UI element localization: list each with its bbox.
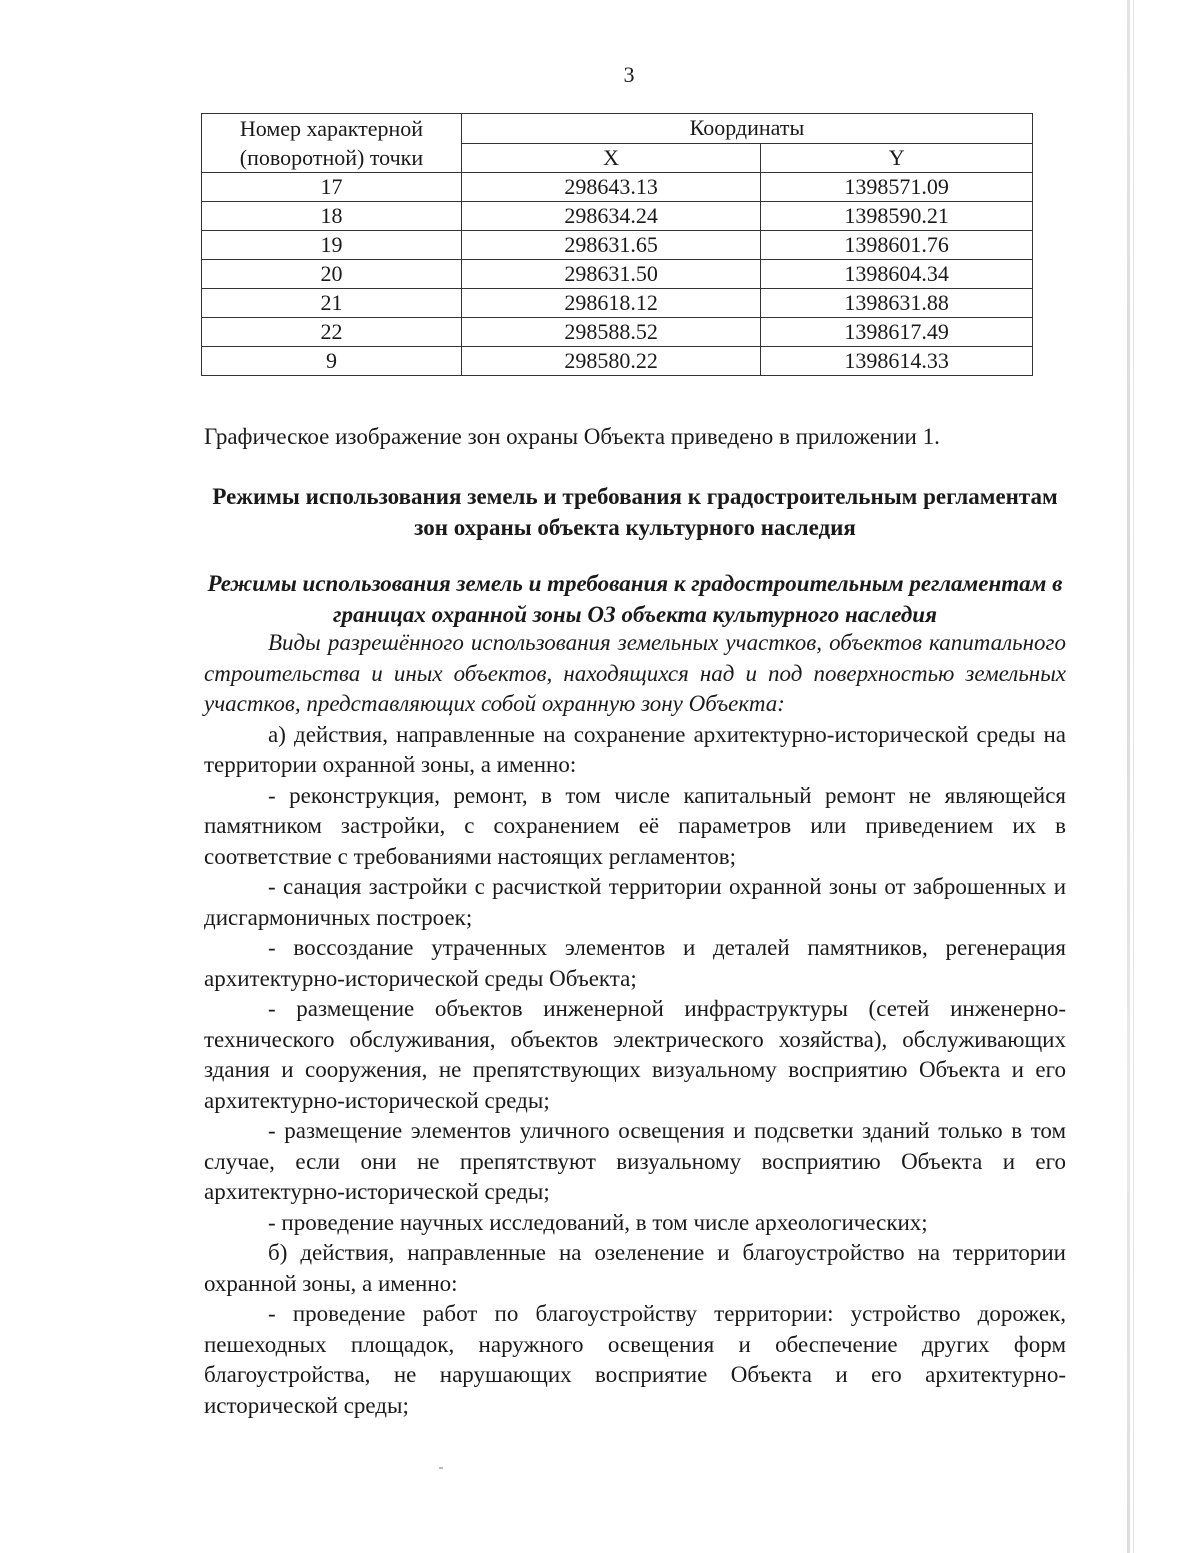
header-point-number: Номер характерной (поворотной) точки bbox=[202, 114, 462, 173]
scan-speck bbox=[439, 1467, 443, 1469]
table-row bbox=[202, 202, 1033, 231]
paragraph: - реконструкция, ремонт, в том числе капитальный ремонт не являющейся памятником застройки, с сохранением её параметров или приведением их в соответствие с требованиями настоящих регламентов; bbox=[204, 782, 1066, 869]
y-coordinate-cell: 1398631.88 bbox=[761, 289, 1033, 318]
table-row bbox=[202, 173, 1033, 202]
table-row bbox=[202, 318, 1033, 347]
scan-edge-shadow bbox=[1127, 0, 1130, 1553]
x-coordinate-cell: 298643.13 bbox=[461, 173, 760, 202]
y-coordinate-cell: 1398601.76 bbox=[761, 231, 1033, 260]
header-x: X bbox=[461, 143, 760, 173]
paragraph: - размещение объектов инженерной инфраструктуры (сетей инженерно-технического обслуживания, объектов электрического хозяйства), обслуживающих здания и сооружения, не препятствующих визуальному восприятию Объекта и его архитектурно-исторической среды; bbox=[204, 996, 1066, 1113]
header-coordinates: Координаты bbox=[461, 114, 1032, 144]
point-number-cell: 9 bbox=[202, 347, 462, 376]
table-body bbox=[202, 173, 1033, 376]
paragraph: а) действия, направленные на сохранение архитектурно-исторической среды на территории охранной зоны, а именно: bbox=[204, 721, 1066, 777]
paragraph: - проведение научных исследований, в том числе археологических; bbox=[268, 1209, 928, 1235]
coordinates-table bbox=[201, 113, 1033, 376]
x-coordinate-cell: 298634.24 bbox=[461, 202, 760, 231]
y-coordinate-cell: 1398614.33 bbox=[761, 347, 1033, 376]
point-number-cell: 18 bbox=[202, 202, 462, 231]
table-row bbox=[202, 260, 1033, 289]
table-row bbox=[202, 231, 1033, 260]
section-heading: Режимы использования земель и требования к градостроительным регламентам зон охраны объекта культурного наследия bbox=[212, 484, 1058, 540]
paragraph: б) действия, направленные на озеленение и благоустройство на территории охранной зоны, а именно: bbox=[204, 1240, 1066, 1296]
paragraph: - воссоздание утраченных элементов и деталей памятников, регенерация архитектурно-исторической среды Объекта; bbox=[204, 935, 1066, 991]
header-y: Y bbox=[761, 143, 1033, 173]
x-coordinate-cell: 298588.52 bbox=[461, 318, 760, 347]
table-row bbox=[202, 289, 1033, 318]
point-number-cell: 20 bbox=[202, 260, 462, 289]
point-number-cell: 17 bbox=[202, 173, 462, 202]
table-header-row bbox=[202, 114, 1033, 144]
point-number-cell: 22 bbox=[202, 318, 462, 347]
y-coordinate-cell: 1398604.34 bbox=[761, 260, 1033, 289]
page-number: 3 bbox=[623, 62, 635, 87]
graphic-note: Графическое изображение зон охраны Объекта приведено в приложении 1. bbox=[204, 424, 940, 449]
paragraph: - санация застройки с расчисткой территории охранной зоны от заброшенных и дисгармоничных построек; bbox=[204, 874, 1066, 930]
body-text bbox=[204, 628, 1066, 1421]
x-coordinate-cell: 298631.65 bbox=[461, 231, 760, 260]
x-coordinate-cell: 298618.12 bbox=[461, 289, 760, 318]
paragraph: - размещение элементов уличного освещения и подсветки зданий только в том случае, если они не препятствуют визуальному восприятию Объекта и его архитектурно-исторической среды; bbox=[204, 1118, 1066, 1204]
y-coordinate-cell: 1398590.21 bbox=[761, 202, 1033, 231]
y-coordinate-cell: 1398617.49 bbox=[761, 318, 1033, 347]
point-number-cell: 19 bbox=[202, 231, 462, 260]
paragraph: - проведение работ по благоустройству территории: устройство дорожек, пешеходных площадок, наружного освещения и обеспечение других форм благоустройства, не нарушающих восприятие Объекта и его архитектурно-исторической среды; bbox=[204, 1301, 1066, 1418]
y-coordinate-cell: 1398571.09 bbox=[761, 173, 1033, 202]
subsection-heading: Режимы использования земель и требования к градостроительным регламентам в границах охранной зоны ОЗ объекта культурного наследия bbox=[207, 571, 1063, 627]
point-number-cell: 21 bbox=[202, 289, 462, 318]
scan-edge-line bbox=[1133, 0, 1134, 1553]
x-coordinate-cell: 298580.22 bbox=[461, 347, 760, 376]
x-coordinate-cell: 298631.50 bbox=[461, 260, 760, 289]
table-row bbox=[202, 347, 1033, 376]
paragraph: Виды разрешённого использования земельных участков, объектов капитального строительства и иных объектов, находящихся над и под поверхностью земельных участков, представляющих собой охранную зону Объекта: bbox=[204, 630, 1066, 716]
